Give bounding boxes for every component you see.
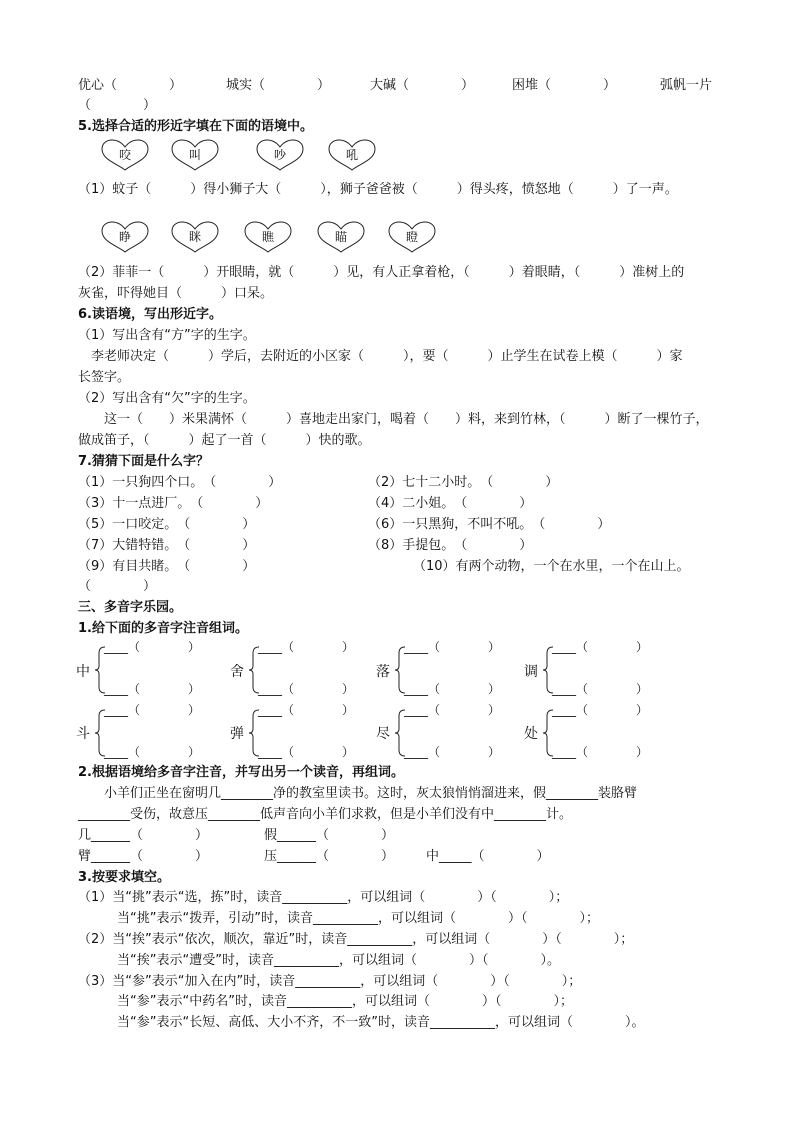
- q7-left-5: （9）有目共睹。 （ ）: [78, 559, 256, 574]
- pinyin-blank: ____（ ）: [404, 640, 501, 654]
- q5-sentence-2b: 灰雀，吓得她目（ ）口呆。: [78, 286, 274, 301]
- pinyin-blank: ____（ ）: [258, 682, 355, 696]
- q6-sub-2: （2）写出含有“欠”字的生字。: [78, 391, 256, 406]
- q6-s1b: 长签字。: [78, 370, 131, 385]
- pinyin-blank: ____（ ）: [258, 640, 355, 654]
- s3-q2-passage-1: 小羊们正坐在窗明几________净的教室里读书。这时，灰太狼悄悄溜进来，假________装胳臂: [78, 786, 638, 801]
- heart-char: 睁: [100, 220, 150, 254]
- word-item-3: 大碱（ ）: [370, 78, 475, 93]
- pinyin-blank: ____（ ）: [258, 745, 355, 759]
- heart-char: 瞪: [387, 220, 437, 254]
- s3-q2-title: 2.根据语境给多音字注音，并写出另一个读音，再组词。: [78, 765, 404, 780]
- pinyin-blank: ____（ ）: [404, 682, 501, 696]
- pinyin-blank: ____（ ）: [104, 745, 201, 759]
- q6-sub-1: （1）写出含有“方”字的生字。: [78, 328, 256, 343]
- polyphone-char: 调: [524, 664, 538, 680]
- q7-left-4: （7）大错特错。 （ ）: [78, 538, 256, 553]
- heart-char: 瞄: [316, 220, 366, 254]
- s3-q2-answer: 臂______（ ）: [78, 849, 209, 864]
- heart-char: 咬: [100, 138, 150, 172]
- s3-q3-line: （1）当“挑”表示“选，拣”时，读音__________，可以组词（ ）（ ）；: [78, 890, 569, 905]
- heart-char: 瞧: [243, 220, 293, 254]
- q6-s2b: 做成笛子，（ ）起了一首（ ）快的歌。: [78, 433, 371, 448]
- word-item-4: 困堆（ ）: [512, 78, 617, 93]
- s3-q3-line: 当“参”表示“长短、高低、大小不齐，不一致”时，读音__________，可以组词（ ）。: [78, 1015, 645, 1030]
- q5-sentence-2a: （2）菲菲一（ ）开眼睛，就（ ）见，有人正拿着枪，（ ）着眼睛，（ ）准树上的: [78, 265, 685, 280]
- word-item-1: 优心（ ）: [78, 78, 183, 93]
- heart-char: 眯: [170, 220, 220, 254]
- s3-q3-line: （3）当“参”表示“加入在内”时，读音__________，可以组词（ ）（ ）；: [78, 974, 582, 989]
- q7-right-1: （2）七十二小时。 （ ）: [368, 475, 559, 490]
- s3-q2-answer: 几______（ ）: [78, 828, 209, 843]
- section-3-title: 三、多音字乐园。: [78, 600, 183, 615]
- pinyin-blank: ____（ ）: [258, 703, 355, 717]
- polyphone-char: 中: [76, 664, 90, 680]
- pinyin-blank: ____（ ）: [404, 745, 501, 759]
- word-item-5-blank: （ ）: [78, 98, 157, 113]
- s3-q1-title: 1.给下面的多音字注音组词。: [78, 621, 248, 636]
- pinyin-blank: ____（ ）: [104, 703, 201, 717]
- s3-q3-line: 当“挑”表示“拨弄，引动”时，读音__________，可以组词（ ）（ ）；: [78, 911, 599, 926]
- q7-right-5: （10）有两个动物，一个在水里，一个在山上。: [413, 559, 690, 574]
- q7-right-2: （4）二小姐。 （ ）: [368, 496, 533, 511]
- polyphone-char: 舍: [230, 664, 244, 680]
- q7-left-2: （3）十一点进厂。 （ ）: [78, 496, 269, 511]
- pinyin-blank: ____（ ）: [552, 682, 649, 696]
- heart-char: 叫: [170, 138, 220, 172]
- s3-q3-title: 3.按要求填空。: [78, 870, 170, 885]
- polyphone-char: 尽: [376, 726, 390, 742]
- heart-char: 吵: [255, 138, 305, 172]
- word-item-5: 弧帆一片: [660, 78, 713, 93]
- q5-sentence-1: （1）蚊子（ ）得小狮子大（ ），狮子爸爸被（ ）得头疼，愤怒地（ ）了一声。: [78, 182, 678, 197]
- q7-right-4: （8）手提包。 （ ）: [368, 538, 533, 553]
- s3-q3-line: 当“参”表示“中药名”时，读音__________，可以组词（ ）（ ）；: [78, 994, 573, 1009]
- q6-s2a: 这一（ ）米果满怀（ ）喜地走出家门，喝着（ ）料，来到竹林，（ ）断了一棵竹子，: [78, 412, 709, 427]
- q5-title: 5.选择合适的形近字填在下面的语境中。: [78, 119, 313, 134]
- s3-q2-answer: 假______（ ）: [264, 828, 395, 843]
- s3-q2-answer: 压______（ ）: [264, 849, 395, 864]
- pinyin-blank: ____（ ）: [552, 745, 649, 759]
- polyphone-char: 斗: [76, 726, 90, 742]
- pinyin-blank: ____（ ）: [552, 640, 649, 654]
- s3-q2-answer: 中_____（ ）: [426, 849, 550, 864]
- q7-left-3: （5）一口咬定。 （ ）: [78, 517, 256, 532]
- q7-right-3: （6）一只黑狗，不叫不吼。 （ ）: [368, 517, 611, 532]
- polyphone-char: 处: [524, 726, 538, 742]
- word-item-2: 城实（ ）: [226, 78, 331, 93]
- q7-wrap-blank: （ ）: [78, 579, 157, 594]
- pinyin-blank: ____（ ）: [104, 640, 201, 654]
- s3-q3-line: 当“挨”表示“遭受”时，读音__________，可以组词（ ）（ ）。: [78, 953, 560, 968]
- q7-left-1: （1）一只狗四个口。 （ ）: [78, 475, 282, 490]
- pinyin-blank: ____（ ）: [404, 703, 501, 717]
- s3-q2-passage-2: ________受伤，故意压________低声音向小羊们求救，但是小羊们没有中________计。: [78, 807, 573, 822]
- q7-title: 7.猜猜下面是什么字？: [78, 454, 209, 469]
- q6-s1a: 李老师决定（ ）学后，去附近的小区家（ ），要（ ）止学生在试卷上模（ ）家: [78, 349, 683, 364]
- heart-char: 吼: [327, 138, 377, 172]
- polyphone-char: 落: [376, 664, 390, 680]
- pinyin-blank: ____（ ）: [552, 703, 649, 717]
- pinyin-blank: ____（ ）: [104, 682, 201, 696]
- q6-title: 6.读语境，写出形近字。: [78, 307, 222, 322]
- polyphone-char: 弹: [230, 726, 244, 742]
- s3-q3-line: （2）当“挨”表示“依次，顺次，靠近”时，读音__________，可以组词（ ）（ ）；: [78, 932, 634, 947]
